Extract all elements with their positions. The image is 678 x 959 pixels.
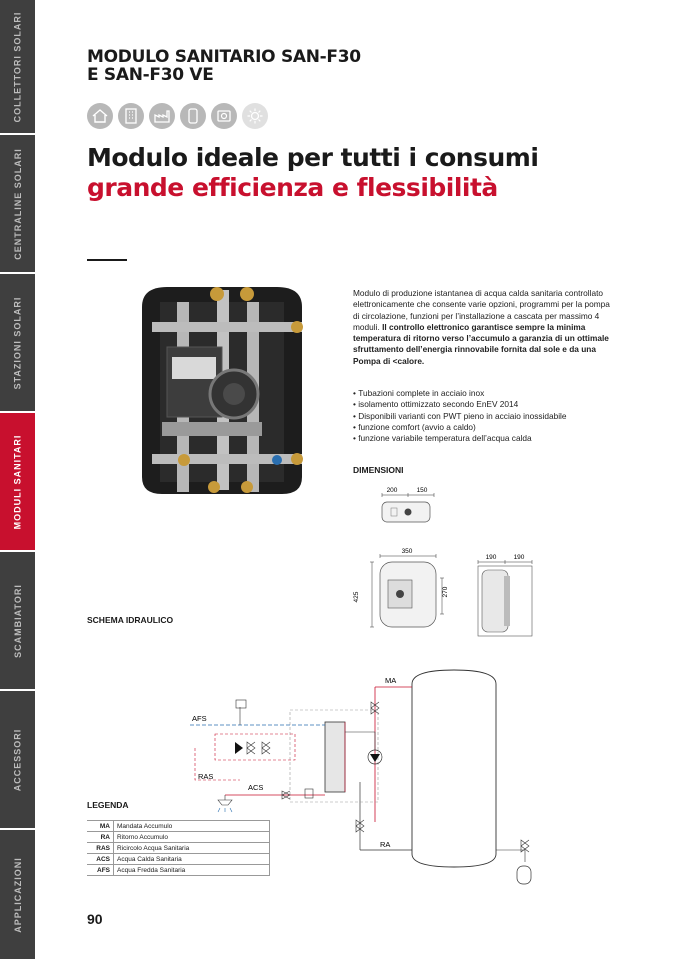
- legend-row: [87, 854, 270, 865]
- tab-accessori[interactable]: ACCESSORI: [0, 691, 35, 830]
- feature-item: • funzione comfort (avvio a caldo): [353, 422, 623, 433]
- feature-list: [353, 388, 623, 444]
- page-number: 90: [87, 911, 103, 927]
- legend-value: Acqua Calda Sanitaria: [114, 854, 270, 865]
- tab-applicazioni[interactable]: APPLICAZIONI: [0, 830, 35, 959]
- tab-collettori-solari[interactable]: COLLETTORI SOLARI: [0, 0, 35, 135]
- legend-value: Ritorno Accumulo: [114, 832, 270, 843]
- legend-value: Acqua Fredda Sanitaria: [114, 865, 270, 876]
- factory-icon: [149, 103, 175, 129]
- dim-inner-height: 270: [442, 586, 449, 598]
- legend-table: [87, 820, 270, 876]
- legend-key: AFS: [87, 865, 114, 876]
- feature-item: • isolamento ottimizzato secondo EnEV 2014: [353, 399, 623, 410]
- schema-heading: SCHEMA IDRAULICO: [87, 615, 174, 625]
- boiler-icon: [211, 103, 237, 129]
- legend-value: Ricircolo Acqua Sanitaria: [114, 843, 270, 854]
- schema-label-ras: RAS: [198, 772, 214, 781]
- legend-key: RAS: [87, 843, 114, 854]
- dim-front-width: 350: [401, 548, 413, 555]
- tank-icon: [180, 103, 206, 129]
- schema-label-ma: MA: [385, 676, 397, 685]
- headline-line1: Modulo ideale per tutti i consumi: [87, 143, 539, 172]
- section-sidebar: [0, 0, 35, 959]
- legend-row: [87, 843, 270, 854]
- application-icons: [87, 103, 268, 129]
- dim-side-b: 190: [513, 554, 525, 561]
- tab-scambiatori[interactable]: SCAMBIATORI: [0, 552, 35, 691]
- dim-top-200: 200: [386, 487, 398, 494]
- product-title: [87, 48, 361, 84]
- legend-row: [87, 832, 270, 843]
- product-description: [353, 288, 618, 367]
- dim-top-150: 150: [416, 487, 428, 494]
- description-bold: Il controllo elettronico garantisce sempre la minima temperatura di ritorno verso l’accumulo a garanzia di un ottimale sfruttamento dell’energia rinnovabile fornita dal sole e da una Pompa di <calore.: [353, 321, 609, 366]
- tab-centraline-solari[interactable]: CENTRALINE SOLARI: [0, 135, 35, 274]
- dim-front-height: 425: [353, 591, 360, 603]
- legend-key: RA: [87, 832, 114, 843]
- legend-row: [87, 865, 270, 876]
- feature-item: • Disponibili varianti con PWT pieno in acciaio inossidabile: [353, 411, 623, 422]
- dimensions-drawing: [350, 484, 550, 644]
- building-icon: [118, 103, 144, 129]
- feature-item: • Tubazioni complete in acciaio inox: [353, 388, 623, 399]
- product-photo: [122, 282, 322, 497]
- legend-heading: LEGENDA: [87, 800, 129, 810]
- house-icon: [87, 103, 113, 129]
- dim-side-a: 190: [485, 554, 497, 561]
- product-title-line1: MODULO SANITARIO SAN-F30: [87, 47, 361, 67]
- legend-value: Mandata Accumulo: [114, 821, 270, 832]
- schema-label-afs: AFS: [192, 714, 207, 723]
- feature-item: • funzione variabile temperatura dell’acqua calda: [353, 433, 623, 444]
- headline-line2: grande efficienza e flessibilità: [87, 173, 498, 202]
- legend-key: MA: [87, 821, 114, 832]
- tab-stazioni-solari[interactable]: STAZIONI SOLARI: [0, 274, 35, 413]
- legend-row: [87, 821, 270, 832]
- schema-label-acs: ACS: [248, 783, 264, 792]
- dimensions-heading: DIMENSIONI: [353, 465, 404, 475]
- sun-icon: [242, 103, 268, 129]
- schema-label-ra: RA: [380, 840, 391, 849]
- divider: [87, 259, 127, 261]
- description-text: Modulo di produzione istantanea di acqua calda sanitaria controllato elettronicamente che consente varie opzioni, programmi per la pompa di circolazione, funzioni per l’installazione a cascata per massimo 4 moduli.: [353, 288, 610, 332]
- legend-key: ACS: [87, 854, 114, 865]
- product-title-line2: E SAN-F30 VE: [87, 65, 214, 85]
- tab-moduli-sanitari[interactable]: MODULI SANITARI: [0, 413, 35, 552]
